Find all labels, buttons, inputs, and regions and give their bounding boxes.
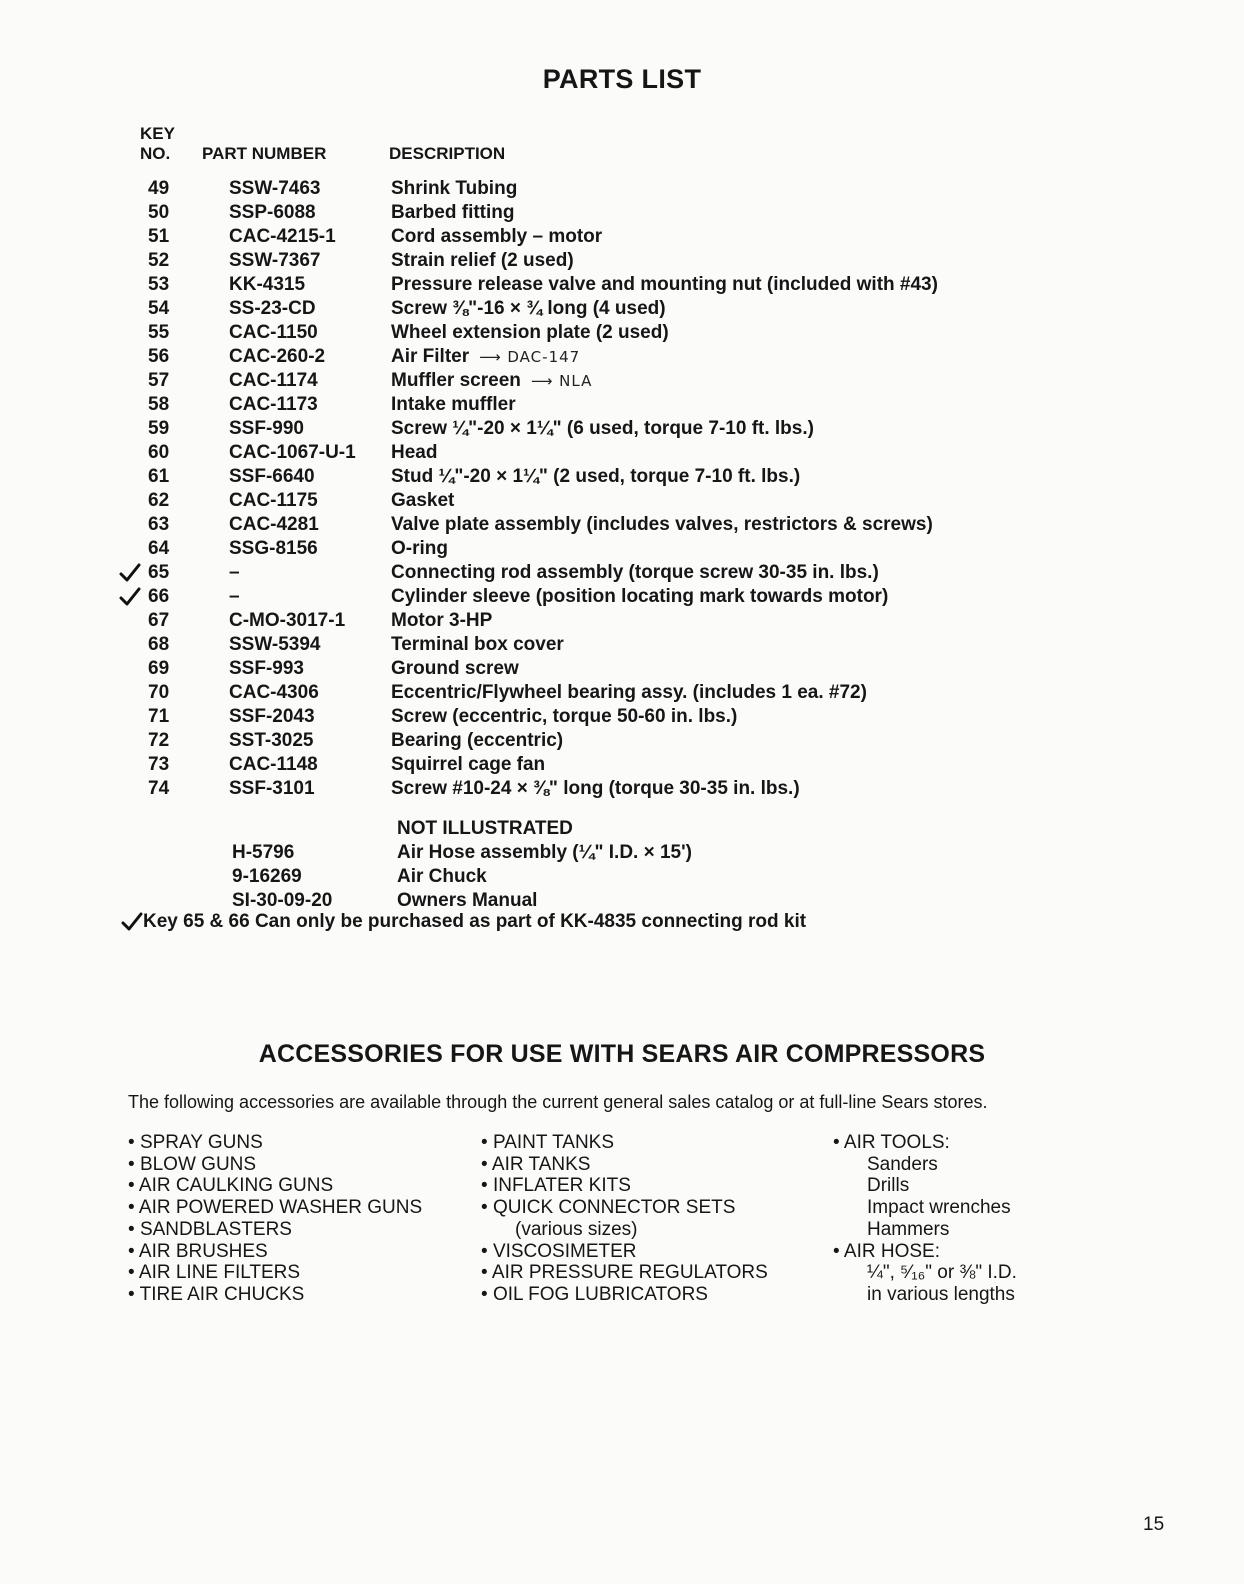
key-number: 68	[148, 634, 170, 655]
list-item: • AIR HOSE:	[833, 1240, 940, 1262]
part-number: SS-23-CD	[229, 298, 316, 319]
key-number: 64	[148, 538, 170, 559]
part-number: SST-3025	[229, 730, 314, 751]
list-item: • OIL FOG LUBRICATORS	[481, 1283, 708, 1305]
description	[391, 393, 516, 417]
description	[391, 441, 437, 465]
list-item: • QUICK CONNECTOR SETS	[481, 1197, 736, 1219]
key-number: 53	[148, 274, 170, 295]
description-text: Air Filter	[391, 346, 470, 367]
list-item-text: (various sizes)	[515, 1218, 638, 1240]
description	[391, 489, 454, 513]
list-item: • AIR CAULKING GUNS	[128, 1175, 334, 1197]
description	[391, 369, 592, 393]
accessories-title: ACCESSORIES FOR USE WITH SEARS AIR COMPRESSORS	[258, 1040, 986, 1068]
part-number: CAC-1174	[229, 370, 318, 391]
part-number: SSF-6640	[229, 466, 315, 487]
table-row	[0, 561, 1244, 585]
description	[391, 561, 879, 585]
part-number: CAC-1150	[229, 322, 318, 343]
description-text: Intake muffler	[391, 394, 516, 415]
part-number: –	[229, 586, 240, 607]
list-item: • SANDBLASTERS	[128, 1218, 292, 1240]
description	[391, 585, 888, 609]
part-number: 9-16269	[232, 866, 302, 887]
description	[391, 177, 517, 201]
description: Air Hose assembly (¼" I.D. × 15')	[397, 842, 692, 863]
part-number: C-MO-3017-1	[229, 610, 346, 631]
table-row	[0, 585, 1244, 609]
list-item	[833, 1262, 1017, 1284]
description	[391, 465, 800, 489]
parts-list-title: PARTS LIST	[542, 64, 702, 94]
part-number: CAC-1173	[229, 394, 318, 415]
key-number: 65	[148, 562, 170, 583]
table-row	[0, 465, 1244, 489]
table-row	[0, 657, 1244, 681]
header-key-no	[140, 124, 175, 164]
table-row	[0, 841, 1244, 865]
description-text: Cord assembly – motor	[391, 226, 603, 247]
key-number: 62	[148, 490, 170, 511]
key-number: 54	[148, 298, 170, 319]
description	[391, 633, 564, 657]
table-row	[0, 489, 1244, 513]
description	[391, 777, 800, 801]
list-item: • AIR TOOLS:	[833, 1132, 950, 1153]
part-number: –	[229, 562, 240, 583]
header-key-line2: NO.	[140, 144, 171, 163]
list-item: • VISCOSIMETER	[481, 1240, 637, 1262]
description-text: Stud ¼"-20 × 1¼" (2 used, torque 7-10 ft. lbs.)	[391, 466, 801, 487]
description	[391, 417, 814, 441]
table-row	[0, 273, 1244, 297]
list-item-text: AIR PRESSURE REGULATORS	[491, 1262, 768, 1284]
table-row	[0, 705, 1244, 729]
description-text: Cylinder sleeve (position locating mark towards motor)	[391, 586, 889, 607]
table-row	[0, 729, 1244, 753]
list-item: • AIR POWERED WASHER GUNS	[128, 1197, 423, 1219]
description	[391, 705, 737, 729]
description	[391, 609, 492, 633]
key-number: 61	[148, 466, 170, 487]
description-text: Connecting rod assembly (torque screw 30-35 in. lbs.)	[391, 562, 879, 583]
accessories-column-3	[833, 1132, 1017, 1306]
description	[391, 273, 938, 297]
list-item-text: AIR HOSE:	[843, 1240, 940, 1262]
description-text: Squirrel cage fan	[391, 754, 546, 775]
list-item	[833, 1154, 1017, 1176]
part-number: CAC-1067-U-1	[229, 442, 356, 463]
description-text: Screw ⅜"-16 × ¾ long (4 used)	[391, 298, 666, 319]
description-text: Eccentric/Flywheel bearing assy. (includes 1 ea. #72)	[391, 682, 867, 703]
handwritten-note: ⟶ NLA	[530, 372, 593, 390]
key-number: 59	[148, 418, 170, 439]
header-description: DESCRIPTION	[389, 144, 506, 163]
table-row	[0, 633, 1244, 657]
description: Air Chuck	[397, 866, 487, 887]
list-item	[833, 1175, 1017, 1197]
list-item-text: SPRAY GUNS	[139, 1132, 263, 1153]
description-text: Terminal box cover	[391, 634, 564, 655]
key-number: 51	[148, 226, 170, 247]
list-item-text: AIR LINE FILTERS	[138, 1262, 301, 1284]
part-number: SSW-5394	[229, 634, 321, 655]
description	[391, 345, 580, 369]
description	[391, 537, 448, 561]
page-number: 15	[1143, 1514, 1165, 1535]
list-item-text: AIR POWERED WASHER GUNS	[138, 1197, 423, 1219]
list-item-text: BLOW GUNS	[139, 1153, 257, 1175]
part-number: SSF-2043	[229, 706, 315, 727]
list-item-text: Impact wrenches	[867, 1197, 1011, 1219]
list-item-text: ¼", ⁵⁄₁₆" or ⅜" I.D.	[867, 1262, 1017, 1284]
part-number: CAC-260-2	[229, 346, 326, 367]
not-illustrated-heading: NOT ILLUSTRATED	[397, 818, 573, 839]
list-item-text: AIR BRUSHES	[138, 1240, 268, 1262]
table-row	[0, 369, 1244, 393]
list-item-text: in various lengths	[867, 1283, 1015, 1305]
table-row	[0, 417, 1244, 441]
check-mark	[119, 585, 143, 609]
table-row	[0, 345, 1244, 369]
list-item-text: PAINT TANKS	[492, 1132, 615, 1153]
description-text: Screw (eccentric, torque 50-60 in. lbs.)	[391, 706, 738, 727]
key-number: 50	[148, 202, 170, 223]
table-row	[0, 753, 1244, 777]
key-number: 66	[148, 586, 170, 607]
list-item	[833, 1219, 1017, 1241]
key-number: 60	[148, 442, 170, 463]
list-item: • SPRAY GUNS	[128, 1132, 263, 1153]
description-text: O-ring	[391, 538, 448, 559]
key-number: 55	[148, 322, 170, 343]
table-row	[0, 177, 1244, 201]
list-item: • INFLATER KITS	[481, 1175, 631, 1197]
not-illustrated-list	[0, 841, 1244, 913]
list-item: • AIR BRUSHES	[128, 1240, 268, 1262]
part-number: SSW-7463	[229, 178, 321, 199]
list-item: • PAINT TANKS	[481, 1132, 615, 1153]
description	[391, 753, 545, 777]
part-number: SSF-990	[229, 418, 304, 439]
description-text: Muffler screen	[391, 370, 521, 391]
key-number: 71	[148, 706, 170, 727]
list-item-text: Sanders	[867, 1153, 938, 1175]
accessories-column-1	[128, 1132, 422, 1306]
list-item	[833, 1197, 1017, 1219]
description	[391, 297, 666, 321]
description	[391, 681, 867, 705]
description: Owners Manual	[397, 890, 538, 911]
key-number: 57	[148, 370, 170, 391]
list-item	[833, 1284, 1017, 1306]
table-row	[0, 321, 1244, 345]
key-number: 56	[148, 346, 170, 367]
part-number: CAC-1175	[229, 490, 318, 511]
part-number: SSW-7367	[229, 250, 321, 271]
description	[391, 201, 515, 225]
key-number: 67	[148, 610, 170, 631]
table-row	[0, 249, 1244, 273]
part-number: KK-4315	[229, 274, 306, 295]
description-text: Head	[391, 442, 438, 463]
table-row	[0, 777, 1244, 801]
accessories-column-2	[481, 1132, 768, 1306]
description-text: Strain relief (2 used)	[391, 250, 574, 271]
description-text: Screw #10-24 × ⅜" long (torque 30-35 in. lbs.)	[391, 778, 800, 799]
list-item: • AIR PRESSURE REGULATORS	[481, 1262, 768, 1284]
table-row	[0, 201, 1244, 225]
list-item: • TIRE AIR CHUCKS	[128, 1283, 305, 1305]
footnote	[121, 910, 806, 934]
key-number: 63	[148, 514, 170, 535]
part-number: SI-30-09-20	[232, 890, 333, 911]
description-text: Bearing (eccentric)	[391, 730, 564, 751]
handwritten-note: ⟶ DAC-147	[479, 348, 581, 366]
table-row	[0, 297, 1244, 321]
description-text: Screw ¼"-20 × 1¼" (6 used, torque 7-10 ft. lbs.)	[391, 418, 814, 439]
key-number: 49	[148, 178, 170, 199]
part-number: CAC-4281	[229, 514, 319, 535]
footnote-text: Key 65 & 66 Can only be purchased as part of KK-4835 connecting rod kit	[143, 911, 807, 932]
table-row	[0, 393, 1244, 417]
table-row	[0, 609, 1244, 633]
description	[391, 729, 563, 753]
description-text: Gasket	[391, 490, 455, 511]
key-number: 58	[148, 394, 170, 415]
list-item-text: INFLATER KITS	[492, 1175, 631, 1197]
checkmark-icon	[119, 563, 141, 583]
description	[391, 249, 574, 273]
key-number: 72	[148, 730, 170, 751]
key-number: 74	[148, 778, 170, 799]
table-row	[0, 225, 1244, 249]
description-text: Motor 3-HP	[391, 610, 493, 631]
table-row	[0, 441, 1244, 465]
description-text: Pressure release valve and mounting nut (included with #43)	[391, 274, 938, 295]
part-number: SSF-993	[229, 658, 304, 679]
table-row	[0, 537, 1244, 561]
table-row	[0, 513, 1244, 537]
key-number: 52	[148, 250, 170, 271]
table-row	[0, 865, 1244, 889]
list-item-text: Hammers	[867, 1218, 950, 1240]
part-number: SSF-3101	[229, 778, 315, 799]
key-number: 73	[148, 754, 170, 775]
part-number: SSP-6088	[229, 202, 316, 223]
part-number: CAC-1148	[229, 754, 318, 775]
list-item-text: SANDBLASTERS	[139, 1218, 292, 1240]
list-item-text: OIL FOG LUBRICATORS	[492, 1283, 708, 1305]
description	[391, 225, 602, 249]
accessories-intro: The following accessories are available through the current general sales catalog or at full-line Sears stores.	[128, 1092, 988, 1112]
list-item-text: AIR CAULKING GUNS	[138, 1175, 334, 1197]
checkmark-icon	[119, 587, 141, 607]
key-number: 70	[148, 682, 170, 703]
part-number: SSG-8156	[229, 538, 318, 559]
part-number: H-5796	[232, 842, 295, 863]
list-item-text: VISCOSIMETER	[492, 1240, 637, 1262]
description	[391, 513, 933, 537]
description	[391, 321, 669, 345]
part-number: CAC-4306	[229, 682, 319, 703]
description-text: Shrink Tubing	[391, 178, 518, 199]
part-number: CAC-4215-1	[229, 226, 336, 247]
checkmark-icon	[121, 912, 143, 932]
parts-table	[0, 177, 1244, 801]
description-text: Valve plate assembly (includes valves, restrictors & screws)	[391, 514, 933, 535]
list-item: • AIR LINE FILTERS	[128, 1262, 301, 1284]
list-item	[481, 1219, 768, 1241]
description-text: Barbed fitting	[391, 202, 515, 223]
list-item-text: AIR TOOLS:	[843, 1132, 950, 1153]
list-item: • AIR TANKS	[481, 1153, 591, 1175]
description-text: Ground screw	[391, 658, 519, 679]
header-part-number: PART NUMBER	[202, 144, 327, 163]
key-number: 69	[148, 658, 170, 679]
list-item-text: AIR TANKS	[491, 1153, 591, 1175]
header-key-line1: KEY	[140, 124, 175, 143]
table-row	[0, 681, 1244, 705]
list-item-text: QUICK CONNECTOR SETS	[492, 1197, 736, 1219]
description	[391, 657, 519, 681]
list-item-text: Drills	[867, 1175, 910, 1197]
list-item-text: TIRE AIR CHUCKS	[139, 1283, 305, 1305]
check-mark	[119, 561, 143, 585]
description-text: Wheel extension plate (2 used)	[391, 322, 669, 343]
list-item: • BLOW GUNS	[128, 1153, 257, 1175]
